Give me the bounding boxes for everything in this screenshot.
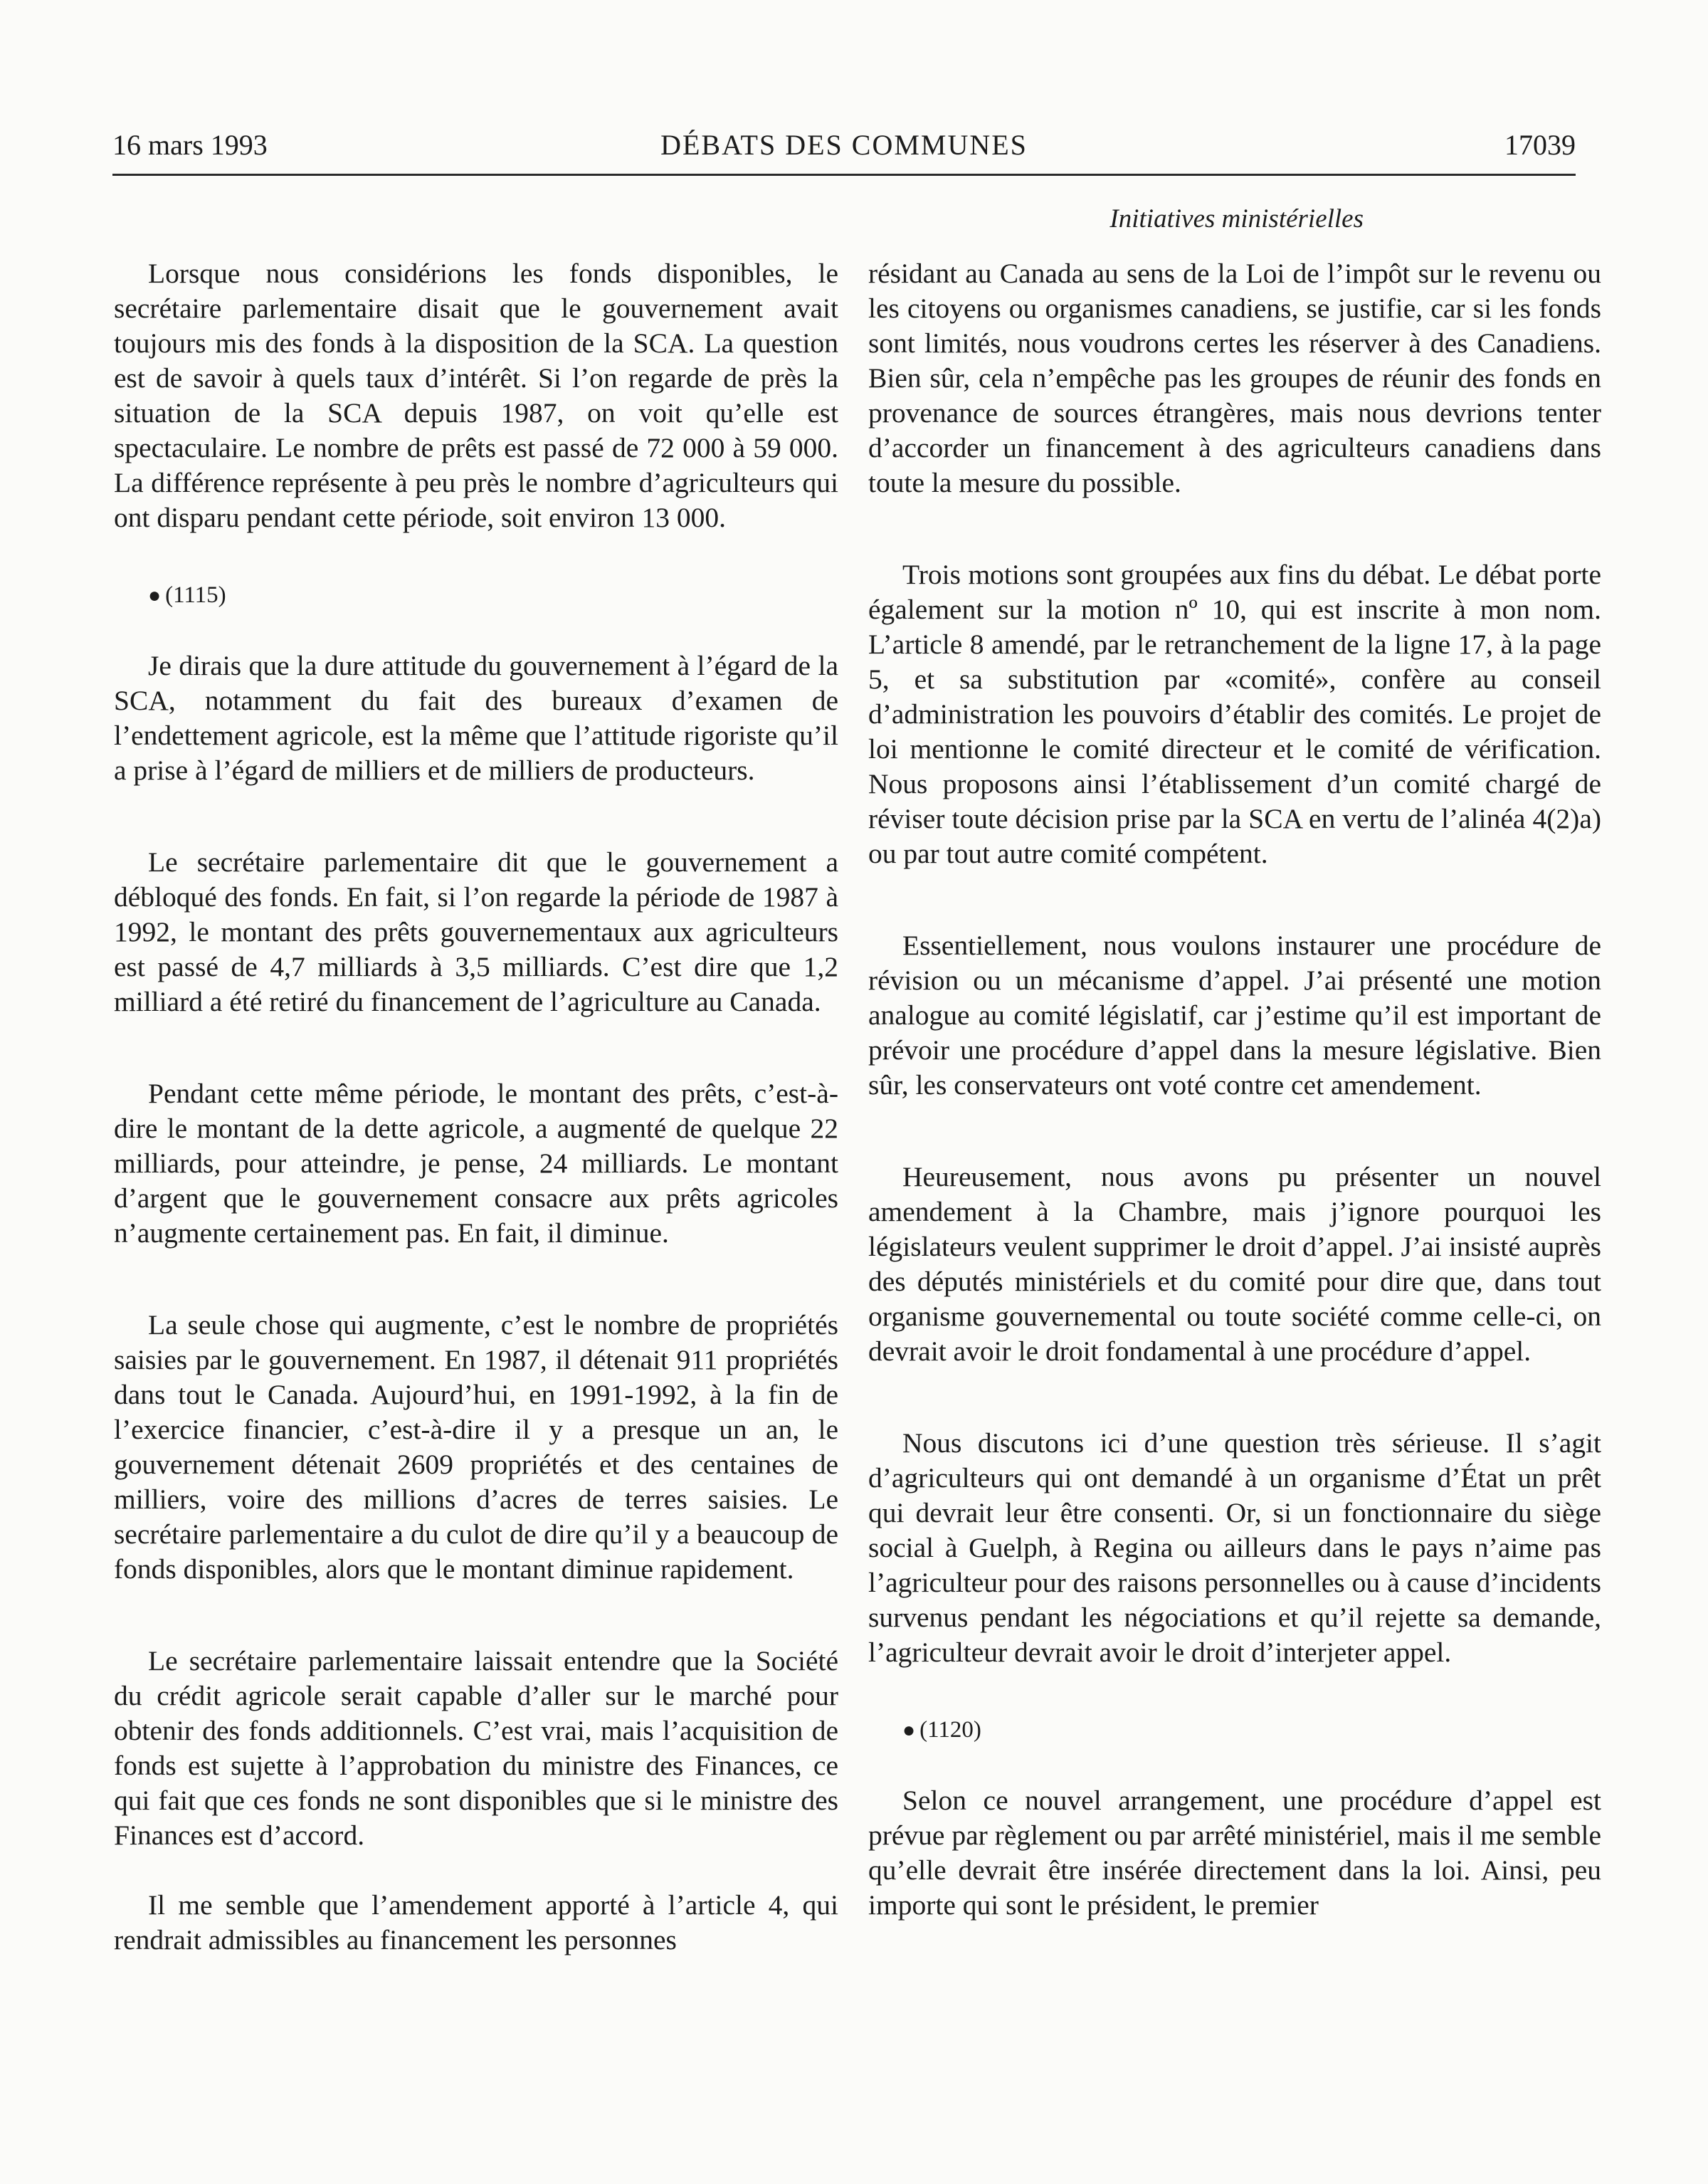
- paragraph: résidant au Canada au sens de la Loi de l’impôt sur le revenu ou les citoyens ou organismes canadiens, se justifie, car si les fonds sont limités, nous voudrons certes les réserver à des Canadiens. Bien sûr, cela n’empêche pas les groupes de réunir des fonds en provenance de sources étrangères, mais nous devrions tenter d’accorder un financement à des agriculteurs canadiens dans toute la mesure du possible.: [868, 258, 1601, 498]
- paragraph: Essentiellement, nous voulons instaurer une procédure de révision ou un mécanisme d’appel. J’ai présenté une motion analogue au comité législatif, car j’estime qu’il est important de prévoir une procédure d’appel dans la mesure législative. Bien sûr, les conservateurs ont voté contre cet amendement.: [868, 930, 1601, 1101]
- paragraph: Lorsque nous considérions les fonds disponibles, le secrétaire parlementaire disait que le gouvernement avait toujours mis des fonds à la disposition de la SCA. La question est de savoir à quels taux d’intérêt. Si l’on regarde de près la situation de la SCA depuis 1987, on voit qu’elle est spectaculaire. Le nombre de prêts est passé de 72 000 à 59 000. La différence représente à peu près le nombre d’agriculteurs qui ont disparu pendant cette période, soit environ 13 000.: [114, 258, 838, 533]
- timestamp-marker: [114, 578, 838, 613]
- header-journal-title: DÉBATS DES COMMUNES: [660, 129, 1028, 161]
- paragraph: Trois motions sont groupées aux fins du débat. Le débat porte également sur la motion nº 10, qui est inscrite à mon nom. L’article 8 amendé, par le retranchement de la ligne 17, à la page 5, et sa substitution par «comité», confère au conseil d’administration les pouvoirs d’établir des comités. Le projet de loi mentionne le comité directeur et le comité de vérification. Nous proposons ainsi l’établissement d’un comité chargé de réviser toute décision prise par la SCA en vertu de l’alinéa 4(2)a) ou par tout autre comité compétent.: [868, 559, 1601, 869]
- header-date: 16 mars 1993: [112, 129, 268, 161]
- right-column: [868, 256, 1601, 1923]
- paragraph: Pendant cette même période, le montant des prêts, c’est-à-dire le montant de la dette agricole, a augmenté de quelque 22 milliards, pour atteindre, je pense, 24 milliards. Le montant d’argent que le gouvernement consacre aux prêts agricoles n’augmente certainement pas. En fait, il diminue.: [114, 1078, 838, 1249]
- paragraph: Je dirais que la dure attitude du gouvernement à l’égard de la SCA, notamment du fait des bureaux d’examen de l’endettement agricole, est la même que l’attitude rigoriste qu’il a prise à l’égard de milliers et de milliers de producteurs.: [114, 650, 838, 786]
- paragraph: Heureusement, nous avons pu présenter un nouvel amendement à la Chambre, mais j’ignore pourquoi les législateurs veulent supprimer le droit d’appel. J’ai insisté auprès des députés ministériels et du comité pour dire que, dans tout organisme gouvernemental ou toute société comme celle-ci, on devrait avoir le droit fondamental à une procédure d’appel.: [868, 1161, 1601, 1367]
- paragraph: La seule chose qui augmente, c’est le nombre de propriétés saisies par le gouvernement. En 1987, il détenait 911 propriétés dans tout le Canada. Aujourd’hui, en 1991-1992, à la fin de l’exercice financier, c’est-à-dire il y a presque un an, le gouvernement détenait 2609 propriétés et des centaines de milliers, voire des millions d’acres de terres saisies. Le secrétaire parlementaire a du culot de dire qu’il y a beaucoup de fonds disponibles, alors que le montant diminue rapidement.: [114, 1309, 838, 1585]
- header-page-number: 17039: [1504, 129, 1576, 161]
- paragraph: Le secrétaire parlementaire laissait entendre que la Société du crédit agricole serait capable d’aller sur le marché pour obtenir des fonds additionnels. C’est vrai, mais l’acquisition de fonds est sujette à l’approbation du ministre des Finances, ce qui fait que ces fonds ne sont disponibles que si le ministre des Finances est d’accord.: [114, 1645, 838, 1851]
- paragraph: Il me semble que l’amendement apporté à l’article 4, qui rendrait admissibles au financement les personnes: [114, 1889, 838, 1955]
- bullet-icon: ●: [148, 584, 162, 607]
- page-header: [112, 128, 1576, 176]
- left-column: [114, 256, 838, 1958]
- paragraph: Nous discutons ici d’une question très sérieuse. Il s’agit d’agriculteurs qui ont demandé à un organisme d’État un prêt qui devrait leur être consenti. Or, si un fonctionnaire du siège social à Guelph, à Regina ou ailleurs dans le pays n’aime pas l’agriculteur pour des raisons personnelles ou à cause d’incidents survenus pendant les négociations et qu’il rejette sa demande, l’agriculteur devrait avoir le droit d’interjeter appel.: [868, 1427, 1601, 1668]
- paragraph: Selon ce nouvel arrangement, une procédure d’appel est prévue par règlement ou par arrêté ministériel, mais il me semble qu’elle devrait être insérée directement dans la loi. Ainsi, peu importe qui sont le président, le premier: [868, 1785, 1601, 1921]
- bullet-icon: ●: [902, 1718, 916, 1742]
- section-rubric: Initiatives ministérielles: [1109, 204, 1364, 233]
- timestamp: (1120): [919, 1717, 981, 1743]
- paragraph: Le secrétaire parlementaire dit que le gouvernement a débloqué des fonds. En fait, si l’on regarde la période de 1987 à 1992, le montant des prêts gouvernementaux aux agriculteurs est passé de 4,7 milliards à 3,5 milliards. C’est dire que 1,2 milliard a été retiré du financement de l’agriculture au Canada.: [114, 846, 838, 1017]
- timestamp: (1115): [165, 582, 226, 608]
- timestamp-marker: [868, 1713, 1601, 1748]
